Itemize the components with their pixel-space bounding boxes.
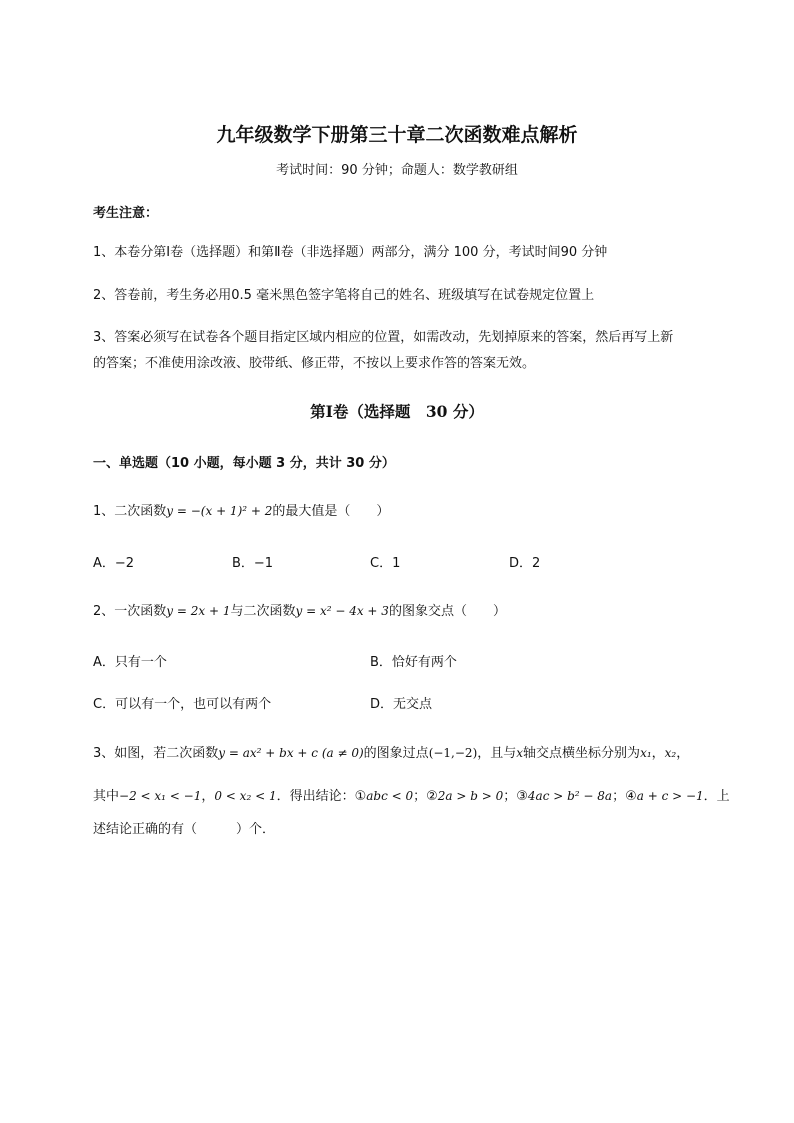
q2-option-d: D．无交点 — [370, 697, 433, 712]
question-3-line-1 — [93, 742, 689, 761]
q3l2-text-0: 其中 — [93, 789, 120, 804]
q3l2-text-5: ．上 — [703, 789, 730, 804]
q1-option-c: C．1 — [370, 556, 401, 571]
q3l2-text-3: ；③ — [503, 789, 528, 804]
question-3-line-3: 述结论正确的有（ ）个． — [93, 822, 276, 837]
part-title: 一、单选题（10 小题，每小题 3 分，共计 30 分） — [93, 456, 395, 471]
page-title: 九年级数学下册第三十章二次函数难点解析 — [216, 124, 578, 146]
section-title: 第Ⅰ卷（选择题 30 分） — [310, 402, 484, 421]
q2-formula-linear: y = 2x + 1 — [166, 604, 231, 618]
q1-option-b: B．−1 — [232, 556, 274, 571]
q1-option-a: A．−2 — [93, 556, 135, 571]
q1-suffix: 的最大值是（ ） — [272, 504, 390, 519]
q3-sep: ， — [651, 746, 665, 761]
q3-text-3: 轴交点横坐标分别为 — [523, 746, 641, 761]
question-3-line-2 — [93, 785, 730, 804]
q3-cond-x2: 0 < x₂ < 1 — [214, 789, 277, 803]
q3-text-1: 的图象过点 — [363, 746, 429, 761]
q3-text-2: ，且与 — [477, 746, 517, 761]
q1-formula: y = −(x + 1)² + 2 — [166, 504, 273, 518]
q3-cond-x1: −2 < x₁ < −1 — [119, 789, 202, 803]
q2-suffix: 的图象交点（ ） — [388, 604, 506, 619]
q3-conclusion-4: a + c > −1 — [636, 789, 704, 803]
q2-option-a: A．只有一个 — [93, 655, 167, 670]
q3-conclusion-3: 4ac > b² − 8a — [527, 789, 613, 803]
q3-end: ， — [676, 746, 690, 761]
notice-heading: 考生注意： — [93, 206, 159, 221]
q3l2-text-2: ；② — [413, 789, 438, 804]
question-2 — [93, 600, 506, 619]
q1-option-d: D．2 — [509, 556, 541, 571]
q3-conclusion-2: 2a > b > 0 — [437, 789, 504, 803]
notice-item-3: 3、答案必须写在试卷各个题目指定区域内相应的位置，如需改动，先划掉原来的答案，然后再写上新 — [93, 330, 674, 345]
q3-formula: y = ax² + bx + c (a ≠ 0) — [218, 746, 364, 760]
q1-prefix: 1、二次函数 — [93, 504, 167, 519]
q3l2-text-1: ．得出结论：① — [276, 789, 367, 804]
q2-formula-quadratic: y = x² − 4x + 3 — [295, 604, 389, 618]
q2-middle: 与二次函数 — [230, 604, 296, 619]
question-1 — [93, 500, 389, 519]
q3-x1: x₁ — [640, 746, 652, 760]
q3-point: (−1,−2) — [428, 746, 478, 760]
q3l2-text-4: ；④ — [612, 789, 637, 804]
notice-item-3-cont: 的答案；不准使用涂改液、胶带纸、修正带，不按以上要求作答的答案无效。 — [93, 356, 536, 371]
q3l2-sep: ， — [201, 789, 215, 804]
q3-prefix: 3、如图，若二次函数 — [93, 746, 219, 761]
q2-option-c: C．可以有一个，也可以有两个 — [93, 697, 272, 712]
notice-item-1: 1、本卷分第Ⅰ卷（选择题）和第Ⅱ卷（非选择题）两部分，满分 100 分，考试时间90 分钟 — [93, 245, 608, 260]
exam-info: 考试时间：90 分钟；命题人：数学教研组 — [276, 163, 518, 178]
notice-item-2: 2、答卷前，考生务必用0.5 毫米黑色签字笔将自己的姓名、班级填写在试卷规定位置上 — [93, 288, 595, 303]
q2-prefix: 2、一次函数 — [93, 604, 167, 619]
q3-conclusion-1: abc < 0 — [366, 789, 414, 803]
q3-axis: x — [516, 746, 524, 760]
q2-option-b: B．恰好有两个 — [370, 655, 457, 670]
q3-x2: x₂ — [664, 746, 677, 760]
